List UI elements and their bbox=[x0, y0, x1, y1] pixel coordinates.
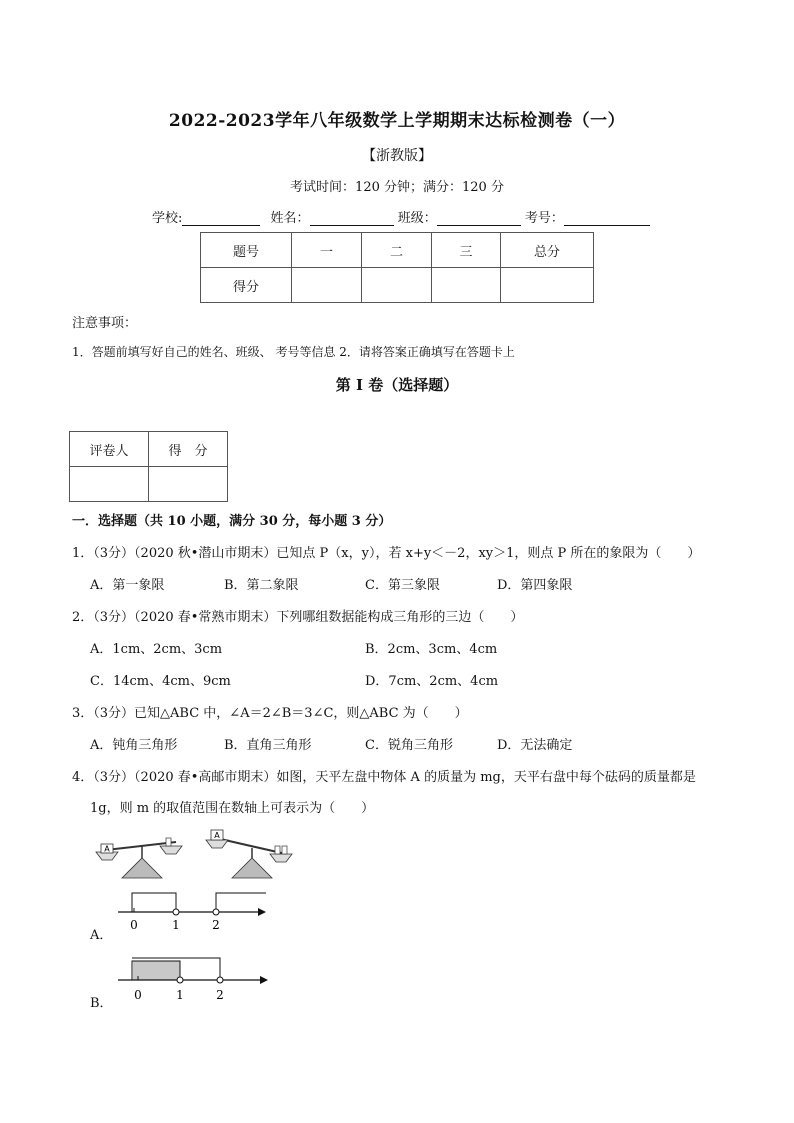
grader-row bbox=[70, 467, 228, 502]
score-header-cell: 二 bbox=[362, 233, 432, 268]
score-table-header-row bbox=[201, 233, 594, 268]
class-label: 班级： bbox=[397, 211, 437, 226]
number-line-option-a bbox=[90, 886, 270, 936]
question-4-stem-line2: 1g，则 m 的取值范围在数轴上可表示为（ ） bbox=[90, 801, 375, 816]
question-4-option-b-label[interactable]: B． bbox=[90, 996, 113, 1011]
score-cell[interactable] bbox=[362, 268, 432, 303]
score-table bbox=[200, 232, 594, 303]
weight-icon bbox=[166, 838, 171, 846]
grader-cell[interactable] bbox=[149, 467, 228, 502]
weight-icon bbox=[282, 846, 287, 854]
tick-label: 1 bbox=[172, 918, 180, 932]
question-2-option-d[interactable]: D．7cm、2cm、4cm bbox=[365, 674, 499, 689]
balance-scale-figure bbox=[92, 826, 302, 882]
notice-title: 注意事项： bbox=[72, 316, 138, 331]
student-info-line bbox=[152, 207, 650, 226]
question-1-option-c[interactable]: C．第三象限 bbox=[365, 578, 440, 593]
tick-label: 2 bbox=[212, 918, 220, 932]
score-header-cell: 题号 bbox=[201, 233, 292, 268]
tick-label: 2 bbox=[216, 988, 224, 1002]
question-2-stem: 2．（3分）（2020 春•常熟市期末）下列哪组数据能构成三角形的三边（ ） bbox=[72, 610, 524, 625]
score-header-cell: 三 bbox=[432, 233, 501, 268]
open-point bbox=[177, 977, 183, 983]
score-header-cell: 一 bbox=[292, 233, 362, 268]
question-2-option-b[interactable]: B．2cm、3cm、4cm bbox=[365, 642, 498, 657]
weight-icon bbox=[275, 846, 280, 854]
question-3-option-a[interactable]: A．钝角三角形 bbox=[90, 738, 178, 753]
score-table-row bbox=[201, 268, 594, 303]
question-3-option-b[interactable]: B．直角三角形 bbox=[224, 738, 312, 753]
question-1-stem: 1．（3分）（2020 秋•潜山市期末）已知点 P（x，y），若 x+y＜－2，xy＞1，则点 P 所在的象限为（ ） bbox=[72, 546, 701, 561]
notice-text: 1．答题前填写好自己的姓名、班级、 考号等信息 2．请将答案正确填写在答题卡上 bbox=[72, 345, 515, 359]
tick-label: 0 bbox=[134, 988, 142, 1002]
score-header-cell: 总分 bbox=[501, 233, 594, 268]
question-1-option-a[interactable]: A．第一象限 bbox=[90, 578, 165, 593]
question-4-stem-line1: 4．（3分）（2020 春•高邮市期末）如图，天平左盘中物体 A 的质量为 mg，天平右盘中每个砝码的质量都是 bbox=[72, 770, 696, 785]
number-line-option-b bbox=[90, 954, 270, 1004]
class-blank[interactable] bbox=[437, 211, 521, 226]
name-label: 姓名： bbox=[270, 211, 310, 226]
score-cell[interactable] bbox=[501, 268, 594, 303]
section-title: 第 I 卷（选择题） bbox=[335, 376, 459, 394]
score-cell[interactable] bbox=[292, 268, 362, 303]
grader-cell[interactable] bbox=[70, 467, 149, 502]
tick-label: 0 bbox=[130, 918, 138, 932]
balance-scale-right bbox=[206, 830, 292, 878]
balance-scale-left bbox=[96, 838, 182, 878]
school-label: 学校: bbox=[152, 211, 183, 226]
open-point bbox=[217, 977, 223, 983]
open-point bbox=[213, 909, 219, 915]
number-blank[interactable] bbox=[564, 211, 650, 226]
name-blank[interactable] bbox=[310, 211, 394, 226]
question-3-stem: 3．（3分）已知△ABC 中，∠A＝2∠B＝3∠C，则△ABC 为（ ） bbox=[72, 706, 468, 721]
score-cell[interactable] bbox=[432, 268, 501, 303]
question-3-option-c[interactable]: C．锐角三角形 bbox=[365, 738, 453, 753]
object-a-label-right: A bbox=[214, 831, 220, 840]
grader-header-row bbox=[70, 432, 228, 467]
question-2-option-c[interactable]: C．14cm、4cm、9cm bbox=[90, 674, 231, 689]
edition-label: 【浙教版】 bbox=[362, 148, 432, 164]
school-blank[interactable] bbox=[182, 211, 260, 226]
part-one-title: 一．选择题（共 10 小题，满分 30 分，每小题 3 分） bbox=[72, 514, 392, 529]
open-point bbox=[173, 909, 179, 915]
grader-table bbox=[69, 431, 228, 502]
score-row-label: 得分 bbox=[201, 268, 292, 303]
page-title: 2022-2023学年八年级数学上学期期末达标检测卷（一） bbox=[168, 111, 626, 131]
grader-header-cell: 评卷人 bbox=[70, 432, 149, 467]
question-3-option-d[interactable]: D．无法确定 bbox=[497, 738, 573, 753]
question-1-option-b[interactable]: B．第二象限 bbox=[224, 578, 299, 593]
number-label: 考号： bbox=[524, 211, 564, 226]
question-2-option-a[interactable]: A．1cm、2cm、3cm bbox=[90, 642, 223, 657]
grader-header-cell: 得 分 bbox=[149, 432, 228, 467]
question-1-option-d[interactable]: D．第四象限 bbox=[497, 578, 573, 593]
exam-time-info: 考试时间：120 分钟；满分：120 分 bbox=[290, 180, 504, 195]
object-a-label-left: A bbox=[104, 844, 110, 854]
question-4-option-a-label[interactable]: A． bbox=[90, 928, 113, 943]
tick-label: 1 bbox=[176, 988, 184, 1002]
